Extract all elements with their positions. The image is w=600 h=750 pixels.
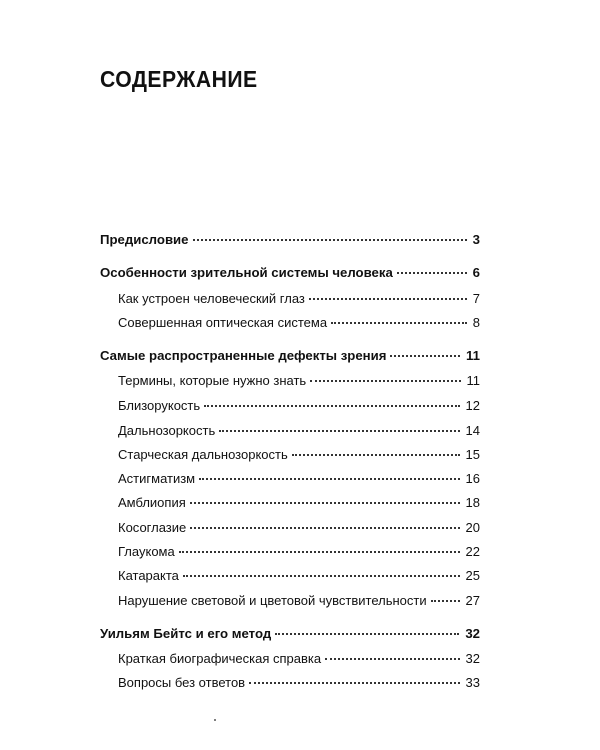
toc-chapter-entry — [100, 231, 480, 249]
toc-section-entry — [118, 567, 480, 585]
toc-entry-title: Особенности зрительной системы человека — [100, 265, 393, 280]
toc-section-entry — [118, 372, 480, 390]
toc-page-number: 3 — [472, 232, 480, 247]
dot-leader — [249, 682, 459, 684]
toc-page-number: 25 — [465, 568, 480, 583]
dot-leader — [309, 298, 467, 300]
dot-leader — [193, 239, 467, 241]
toc-entry-title: Дальнозоркость — [118, 423, 216, 438]
dot-leader — [199, 478, 459, 480]
dot-leader — [275, 633, 459, 635]
toc-entry-title: Косоглазие — [118, 520, 187, 535]
toc-entry-title: Как устроен человеческий глаз — [118, 291, 305, 306]
toc-section-entry — [118, 494, 480, 512]
toc-page-number: 22 — [465, 544, 480, 559]
toc-section-entry — [118, 446, 480, 464]
dot-leader — [219, 430, 459, 432]
toc-entry-title: Амблиопия — [118, 495, 186, 510]
toc-entry-title: Термины, которые нужно знать — [118, 373, 307, 388]
toc-entry-title: Предисловие — [100, 232, 189, 247]
dot-leader — [310, 380, 460, 382]
toc-page-number: 16 — [465, 471, 480, 486]
dot-leader — [292, 454, 460, 456]
toc-page-number: 32 — [465, 651, 480, 666]
dot-leader — [190, 502, 460, 504]
toc-entry-title: Старческая дальнозоркость — [118, 447, 288, 462]
toc-entry-title: Катаракта — [118, 568, 179, 583]
toc-entry-title: Совершенная оптическая система — [118, 315, 328, 330]
print-speck — [214, 719, 216, 721]
toc-section-entry — [118, 397, 480, 415]
toc-entry-title: Вопросы без ответов — [118, 675, 246, 690]
toc-entry-title: Близорукость — [118, 398, 201, 413]
toc-page-number: 12 — [465, 398, 480, 413]
toc-entry-title: Нарушение световой и цветовой чувствительности — [118, 593, 427, 608]
toc-page-number: 18 — [465, 495, 480, 510]
toc-page-number: 8 — [472, 315, 480, 330]
toc-section-entry — [118, 650, 480, 668]
toc-entry-title: Астигматизм — [118, 471, 196, 486]
toc-page-number: 27 — [465, 593, 480, 608]
dot-leader — [179, 551, 460, 553]
toc-page-number: 14 — [465, 423, 480, 438]
toc-chapter-entry — [100, 264, 480, 282]
toc-page-number: 15 — [465, 447, 480, 462]
toc-page-number: 7 — [472, 291, 480, 306]
toc-entry-title: Уильям Бейтс и его метод — [100, 626, 272, 641]
toc-section-entry — [118, 543, 480, 561]
toc-section-entry — [118, 470, 480, 488]
toc-section-entry — [118, 422, 480, 440]
dot-leader — [390, 355, 460, 357]
toc-chapter-entry — [100, 347, 480, 365]
toc-page-number: 11 — [466, 373, 480, 388]
toc-entry-title: Самые распространенные дефекты зрения — [100, 348, 387, 363]
page-title: СОДЕРЖАНИЕ — [100, 66, 258, 92]
dot-leader — [331, 322, 467, 324]
dot-leader — [190, 527, 459, 529]
toc-section-entry — [118, 674, 480, 692]
dot-leader — [204, 405, 459, 407]
toc-entry-title: Краткая биографическая справка — [118, 651, 322, 666]
toc-page-number: 11 — [466, 348, 480, 363]
toc-entry-title: Глаукома — [118, 544, 175, 559]
toc-section-entry — [118, 290, 480, 308]
toc-section-entry — [118, 592, 480, 610]
toc-page-number: 6 — [472, 265, 480, 280]
toc-chapter-entry — [100, 625, 480, 643]
toc-page-number: 33 — [465, 675, 480, 690]
dot-leader — [397, 272, 467, 274]
toc-page-number: 32 — [465, 626, 480, 641]
dot-leader — [325, 658, 459, 660]
dot-leader — [183, 575, 460, 577]
toc-section-entry — [118, 519, 480, 537]
toc-page-number: 20 — [465, 520, 480, 535]
toc-section-entry — [118, 314, 480, 332]
dot-leader — [431, 600, 460, 602]
